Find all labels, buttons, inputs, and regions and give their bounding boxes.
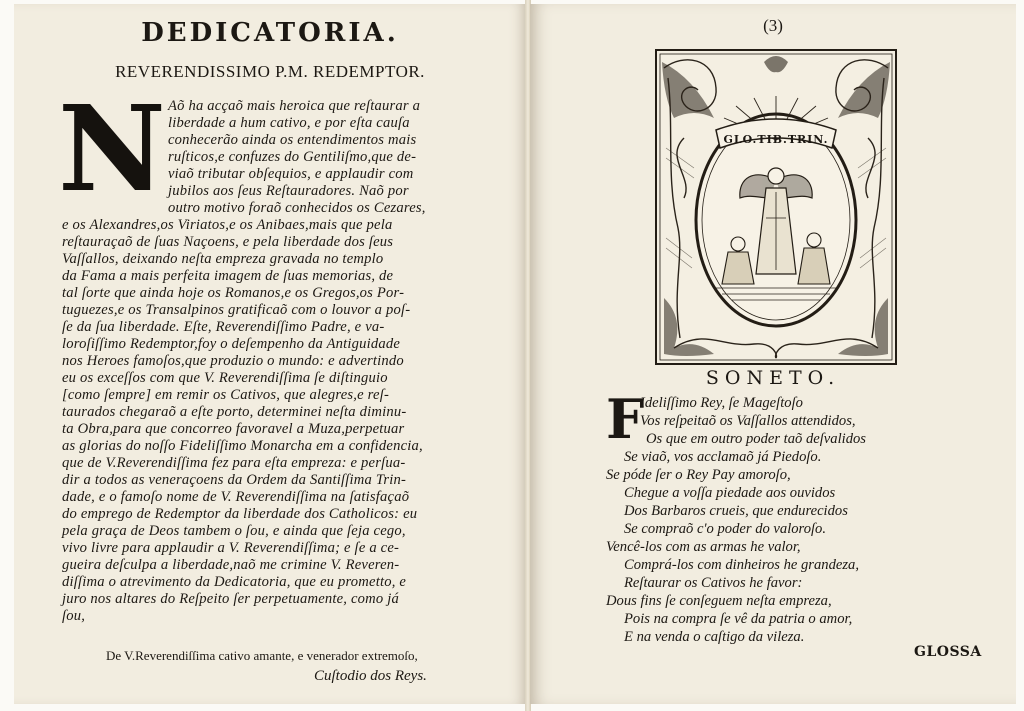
body-line: ſou, [62,608,86,624]
sonnet-line: Se viaõ, vos acclamaõ já Piedoſo. [624,449,822,465]
body-line: liberdade a hum cativo, e por eſta cauſa [168,115,410,131]
body-line: do emprego de Redemptor da liberdade dos Catholicos: eu [62,506,418,522]
sonnet-line: Os que em outro poder taõ deſvalidos [646,431,866,447]
sonnet-line: Reſtaurar os Cativos he favor: [624,575,803,591]
body-line: jubilos aos ſeus Reſtauradores. Naõ por [168,183,409,199]
drop-cap-f: F [606,387,645,451]
emblem-banner-text: GLO.TIB.TRIN. [723,133,829,146]
body-line: conhecerão ainda os entendimentos mais [168,132,417,148]
sonnet-line: E na venda o caſtigo da vileza. [624,629,805,645]
body-line: dir a todos as veneraçoens da Ordem da Santiſſima Trin- [62,472,407,488]
body-line: loroſiſſimo Redemptor,foy o deſempenho da Antiguidade [62,336,401,352]
body-line: vivo livre para applaudir a V. Reverendiſſima; e ſe a ce- [62,540,400,556]
drop-cap-n: N [58,79,166,218]
body-line: Vaſſallos, deixando neſta empreza gravada no templo [62,251,384,267]
sonnet-line: Ideliſſimo Rey, ſe Mageſtoſo [640,395,803,411]
body-line: Aõ ha acçaõ mais heroica que reſtaurar a [168,98,421,114]
body-line: tuguezes,e os Transalpinos gratificaõ com o louvor a poſ- [62,302,411,318]
right-page [530,4,1016,704]
body-line: nos Heroes famoſos,que produzio o mundo: e advertindo [62,353,404,369]
sonnet-line: Vos reſpeitaõ os Vaſſallos attendidos, [640,413,856,429]
body-line: viaõ tributar obſequios, e applaudir com [168,166,414,182]
body-line: taurados chegaraõ a eſte porto, determinei neſta diminu- [62,404,407,420]
author-signature: Cuſtodio dos Reys. [314,668,427,684]
body-line: diſſima o atrevimento da Dedicatoria, que eu prometto, e [62,574,407,590]
trinitarian-emblem-engraving [654,48,898,366]
body-line: pela graça de Deos tambem o ſou, e ainda que ſeja cego, [62,523,406,539]
sonnet-line: Comprá-los com dinheiros he grandeza, [624,557,859,573]
sonnet-line: Dos Barbaros crueis, que endurecidos [624,503,848,519]
body-line: e os Alexandres,os Viriatos,e os Anibaes,mais que pela [62,217,393,233]
left-page [14,4,526,704]
page-heading: DEDICATORIA. [141,18,399,48]
poem-title: SONETO. [705,367,841,389]
sonnet-line: Chegue a voſſa piedade aos ouvidos [624,485,836,501]
body-line: as glorias do noſſo Fideliſſimo Monarcha em a confidencia, [62,438,423,454]
body-line: ſe da ſua liberdade. Eſte, Reverendiſſimo Padre, e va- [62,319,385,335]
body-line: juro nos altares do Reſpeito ſer perpetuamente, como já [62,591,400,607]
sonnet-line: Se póde ſer o Rey Pay amoroſo, [606,467,791,483]
salutation: REVERENDISSIMO P.M. REDEMPTOR. [115,62,425,81]
body-line: que de V.Reverendiſſima fez para eſta empreza: e perſua- [62,455,406,471]
catchword: GLOSSA [914,644,982,660]
body-line: reſtauraçaõ de ſuas Naçoens, e pela liberdade dos ſeus [62,234,394,250]
body-line: ta Obra,para que concorreo favoravel a Muza,perpetuar [62,421,405,437]
body-line: da Fama a mais perfeita imagem de ſuas memorias, de [62,268,394,284]
body-line: gueira deſculpa a liberdade,naõ me crimine V. Reveren- [62,557,400,573]
sonnet-line: Se compraõ c'o poder do valoroſo. [624,521,826,537]
page-number: (3) [763,16,783,35]
sonnet-line: Dous fins ſe conſeguem neſta empreza, [606,593,832,609]
sonnet-line: Vencê-los com as armas he valor, [606,539,801,555]
attribution-line: De V.Reverendiſſima cativo amante, e venerador extremoſo, [106,648,418,663]
body-line: eu os exceſſos com que V. Reverendiſſima ſe diſtinguio [62,370,388,386]
body-line: [como ſempre] em remir os Cativos, que alegres,e reſ- [62,387,390,403]
sonnet-line: Pois na compra ſe vê da patria o amor, [624,611,853,627]
body-line: dade, e o famoſo nome de V. Reverendiſſima na ſatisfaçaõ [62,489,410,505]
body-line: outro motivo foraõ conhecidos os Cezares, [168,200,426,216]
body-line: tal ſorte que ainda hoje os Romanos,e os Gregos,os Por- [62,285,405,301]
body-line: ruſticos,e confuzes do Gentiliſmo,que de- [168,149,417,165]
